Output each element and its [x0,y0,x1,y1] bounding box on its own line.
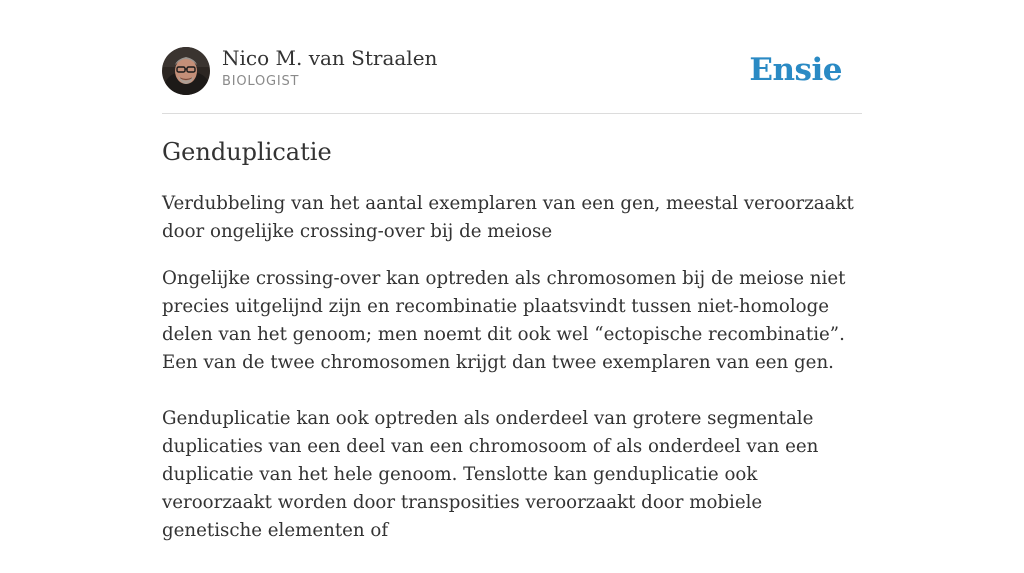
body-paragraph: Genduplicatie kan ook optreden als onderdeel van grotere segmentale duplicaties van een deel van een chromosoom of als onderdeel van een duplicatie van het hele genoom. Tenslotte kan genduplicatie ook veroorzaakt worden door transposities veroorzaakt door mobiele genetische elementen of [162,408,819,541]
ensie-logo[interactable]: Ensie [749,52,842,88]
body-paragraph: Ongelijke crossing-over kan optreden als chromosomen bij de meiose niet precies uitgelijnd zijn en recombinatie plaatsvindt tussen niet-homologe delen van het genoom; men noemt dit ook wel “ectopische recombinatie”. Een van de twee chromosomen krijgt dan twee exemplaren van een gen. [162,268,846,373]
author-name[interactable]: Nico M. van Straalen [222,46,438,70]
author-avatar[interactable] [162,47,210,95]
page-container [162,0,862,541]
author-header [162,46,862,96]
author-photo [162,47,210,95]
article-summary: Verdubbeling van het aantal exemplaren van een gen, meestal veroorzaakt door ongelijke crossing-over bij de meiose [162,193,854,242]
header-divider [162,113,862,114]
author-role: BIOLOGIST [222,74,300,89]
article-body [162,265,862,573]
article-title: Genduplicatie [162,138,332,166]
